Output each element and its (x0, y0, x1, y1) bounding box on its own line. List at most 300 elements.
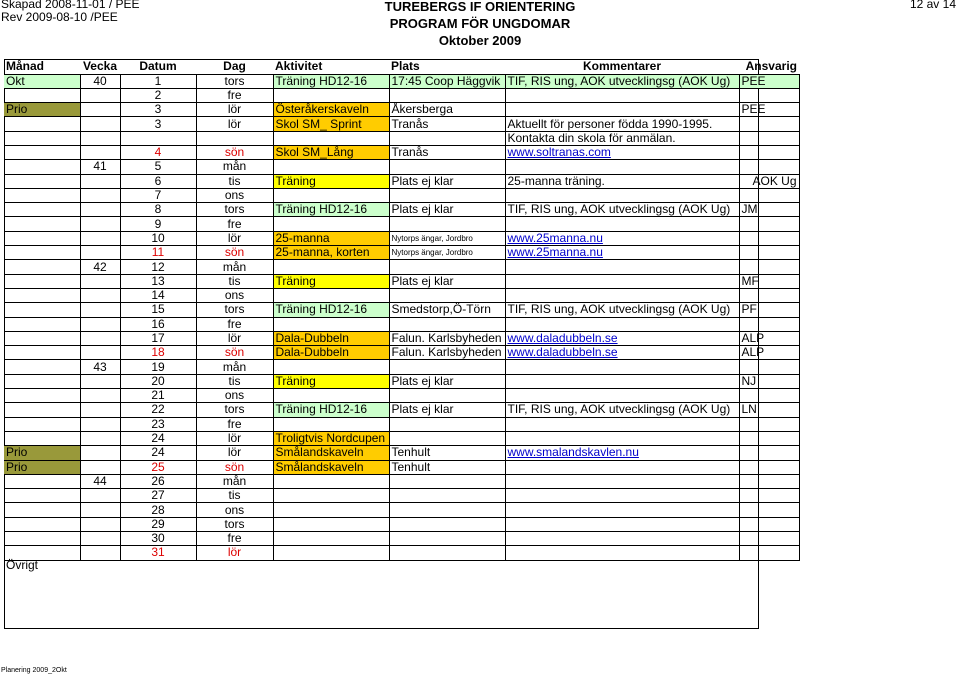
cell-datum: 7 (120, 188, 196, 202)
col-header-manad: Månad (6, 59, 45, 73)
cell-ansvarig: ALP (739, 331, 799, 345)
cell-aktivitet (273, 474, 389, 488)
table-row (4, 274, 799, 288)
table-row (4, 374, 799, 388)
cell-aktivitet: Österåkerskaveln (273, 103, 389, 117)
cell-ansvarig (739, 188, 799, 202)
cell-kommentar (505, 474, 739, 488)
cell-dag: tis (196, 489, 273, 503)
col-header-ansvarig: Ansvarig (745, 59, 797, 73)
website-link[interactable]: www.soltranas.com (507, 145, 611, 160)
table-row (4, 88, 799, 102)
cell-ansvarig: JM (739, 203, 799, 217)
cell-ansvarig (739, 446, 799, 460)
cell-aktivitet: Dala-Dubbeln (273, 331, 389, 345)
cell-vecka (80, 317, 120, 331)
created-line: Skapad 2008-11-01 / PEE (1, 0, 140, 11)
cell-ansvarig (739, 317, 799, 331)
col-header-plats: Plats (391, 59, 420, 73)
table-row (4, 503, 799, 517)
cell-aktivitet (273, 517, 389, 531)
cell-aktivitet: Smålandskaveln (273, 446, 389, 460)
cell-dag: mån (196, 474, 273, 488)
cell-dag: mån (196, 260, 273, 274)
cell-dag: ons (196, 188, 273, 202)
cell-dag: lör (196, 431, 273, 445)
cell-kommentar (505, 460, 739, 474)
cell-manad (4, 331, 80, 345)
schedule-body (4, 74, 799, 560)
cell-manad (4, 360, 80, 374)
cell-ansvarig: AOK Ug (739, 174, 799, 188)
cell-aktivitet: Troligtvis Nordcupen (273, 431, 389, 445)
cell-aktivitet: Träning HD12-16 (273, 403, 389, 417)
cell-manad (4, 131, 80, 145)
cell-plats (389, 389, 505, 403)
cell-plats (389, 217, 505, 231)
cell-vecka (80, 274, 120, 288)
cell-dag: lör (196, 546, 273, 560)
cell-manad (4, 346, 80, 360)
cell-vecka (80, 346, 120, 360)
cell-dag: lör (196, 331, 273, 345)
cell-manad (4, 317, 80, 331)
website-link[interactable]: www.daladubbeln.se (507, 330, 618, 345)
table-row (4, 446, 799, 460)
cell-vecka (80, 103, 120, 117)
cell-ansvarig: LN (739, 403, 799, 417)
cell-kommentar (505, 389, 739, 403)
cell-aktivitet: 25-manna, korten (273, 246, 389, 260)
cell-ansvarig (739, 360, 799, 374)
table-row (4, 117, 799, 131)
cell-manad (4, 274, 80, 288)
cell-vecka (80, 145, 120, 159)
table-row (4, 288, 799, 302)
cell-ansvarig (739, 231, 799, 245)
cell-plats: Falun. Karlsbyheden (389, 331, 505, 345)
cell-vecka (80, 374, 120, 388)
cell-dag: ons (196, 389, 273, 403)
cell-plats (389, 532, 505, 546)
cell-kommentar (505, 103, 739, 117)
cell-dag: sön (196, 346, 273, 360)
ovrigt-label: Övrigt (6, 558, 39, 572)
cell-manad (4, 503, 80, 517)
cell-ansvarig: PF (739, 303, 799, 317)
cell-datum: 8 (120, 203, 196, 217)
table-row (4, 546, 799, 560)
cell-plats (389, 160, 505, 174)
cell-plats: Plats ej klar (389, 274, 505, 288)
cell-datum: 9 (120, 217, 196, 231)
cell-datum: 30 (120, 532, 196, 546)
cell-manad (4, 288, 80, 302)
cell-ansvarig: MF (739, 274, 799, 288)
cell-datum: 3 (120, 117, 196, 131)
cell-ansvarig (739, 489, 799, 503)
table-row (4, 489, 799, 503)
cell-kommentar (505, 160, 739, 174)
cell-datum: 3 (120, 103, 196, 117)
cell-kommentar: 25-manna träning. (505, 174, 739, 188)
cell-vecka (80, 446, 120, 460)
cell-vecka (80, 117, 120, 131)
cell-manad (4, 203, 80, 217)
cell-datum: 28 (120, 503, 196, 517)
table-row (4, 389, 799, 403)
cell-aktivitet: 25-manna (273, 231, 389, 245)
cell-ansvarig (739, 417, 799, 431)
footer-label: Planering 2009_2Okt (1, 667, 67, 674)
cell-manad (4, 389, 80, 403)
cell-manad (4, 174, 80, 188)
table-row (4, 431, 799, 445)
cell-dag: lör (196, 231, 273, 245)
cell-ansvarig (739, 517, 799, 531)
cell-plats (389, 417, 505, 431)
cell-vecka (80, 231, 120, 245)
cell-ansvarig: PEE (739, 74, 799, 88)
cell-vecka (80, 431, 120, 445)
cell-datum: 25 (120, 460, 196, 474)
cell-vecka (80, 131, 120, 145)
column-header-row (4, 59, 799, 74)
table-row (4, 460, 799, 474)
cell-kommentar (505, 331, 739, 345)
cell-datum: 18 (120, 346, 196, 360)
cell-manad: Prio (4, 103, 80, 117)
cell-dag: sön (196, 460, 273, 474)
cell-aktivitet: Träning (273, 274, 389, 288)
cell-manad: Okt (4, 74, 80, 88)
cell-dag: fre (196, 532, 273, 546)
cell-plats (389, 88, 505, 102)
cell-aktivitet (273, 489, 389, 503)
cell-datum: 22 (120, 403, 196, 417)
cell-aktivitet (273, 88, 389, 102)
cell-vecka: 40 (80, 74, 120, 88)
cell-aktivitet: Dala-Dubbeln (273, 346, 389, 360)
cell-ansvarig (739, 160, 799, 174)
cell-vecka (80, 503, 120, 517)
cell-dag: mån (196, 160, 273, 174)
cell-datum: 12 (120, 260, 196, 274)
cell-kommentar (505, 88, 739, 102)
cell-plats (389, 131, 505, 145)
cell-ansvarig (739, 260, 799, 274)
cell-plats: Nytorps ängar, Jordbro (389, 246, 505, 260)
cell-datum: 21 (120, 389, 196, 403)
cell-plats (389, 503, 505, 517)
table-row (4, 303, 799, 317)
cell-manad (4, 217, 80, 231)
cell-dag: lör (196, 446, 273, 460)
table-row (4, 474, 799, 488)
cell-aktivitet (273, 288, 389, 302)
cell-plats (389, 360, 505, 374)
cell-dag: tors (196, 203, 273, 217)
cell-dag: tors (196, 303, 273, 317)
cell-manad (4, 231, 80, 245)
cell-ansvarig (739, 246, 799, 260)
cell-kommentar (505, 217, 739, 231)
cell-manad (4, 403, 80, 417)
table-row (4, 103, 799, 117)
cell-manad (4, 417, 80, 431)
cell-vecka (80, 389, 120, 403)
table-row (4, 160, 799, 174)
cell-dag: fre (196, 417, 273, 431)
cell-vecka (80, 331, 120, 345)
cell-plats (389, 317, 505, 331)
table-row (4, 145, 799, 159)
cell-dag: tis (196, 274, 273, 288)
cell-datum: 10 (120, 231, 196, 245)
cell-aktivitet (273, 532, 389, 546)
table-row (4, 131, 799, 145)
cell-plats: Plats ej klar (389, 374, 505, 388)
website-link[interactable]: www.daladubbeln.se (507, 345, 618, 360)
cell-vecka (80, 246, 120, 260)
cell-dag: fre (196, 317, 273, 331)
cell-ansvarig (739, 88, 799, 102)
cell-aktivitet (273, 188, 389, 202)
cell-plats: Plats ej klar (389, 403, 505, 417)
schedule-table (4, 59, 800, 561)
col-header-dag: Dag (223, 59, 246, 73)
cell-aktivitet (273, 317, 389, 331)
cell-datum: 6 (120, 174, 196, 188)
cell-datum: 29 (120, 517, 196, 531)
cell-kommentar: TIF, RIS ung, AOK utvecklingsg (AOK Ug) (505, 303, 739, 317)
cell-plats: Nytorps ängar, Jordbro (389, 231, 505, 245)
table-row (4, 246, 799, 260)
cell-dag: tis (196, 174, 273, 188)
cell-datum: 24 (120, 446, 196, 460)
cell-kommentar (505, 360, 739, 374)
table-row (4, 317, 799, 331)
cell-plats: Smedstorp,Ö-Törn (389, 303, 505, 317)
cell-aktivitet (273, 131, 389, 145)
cell-datum: 23 (120, 417, 196, 431)
cell-vecka (80, 288, 120, 302)
website-link[interactable]: www.25manna.nu (507, 245, 603, 260)
cell-kommentar (505, 274, 739, 288)
cell-kommentar (505, 246, 739, 260)
cell-vecka (80, 546, 120, 560)
cell-kommentar (505, 145, 739, 159)
cell-datum: 27 (120, 489, 196, 503)
cell-manad (4, 188, 80, 202)
cell-kommentar (505, 374, 739, 388)
cell-dag (196, 131, 273, 145)
cell-kommentar (505, 431, 739, 445)
cell-aktivitet (273, 217, 389, 231)
table-row (4, 217, 799, 231)
table-row (4, 517, 799, 531)
table-row (4, 417, 799, 431)
cell-dag: tors (196, 403, 273, 417)
table-row (4, 346, 799, 360)
cell-vecka (80, 417, 120, 431)
cell-datum: 19 (120, 360, 196, 374)
cell-kommentar (505, 288, 739, 302)
cell-plats: Åkersberga (389, 103, 505, 117)
table-row (4, 260, 799, 274)
cell-ansvarig (739, 503, 799, 517)
cell-ansvarig: ALP (739, 346, 799, 360)
table-row (4, 403, 799, 417)
col-header-datum: Datum (139, 59, 177, 73)
cell-aktivitet: Träning HD12-16 (273, 74, 389, 88)
cell-ansvarig (739, 532, 799, 546)
cell-dag: ons (196, 288, 273, 302)
cell-manad (4, 260, 80, 274)
cell-kommentar (505, 532, 739, 546)
cell-datum: 5 (120, 160, 196, 174)
cell-aktivitet (273, 546, 389, 560)
cell-aktivitet: Skol SM_ Sprint (273, 117, 389, 131)
cell-manad (4, 374, 80, 388)
col-header-kommentarer: Kommentarer (582, 59, 662, 73)
cell-vecka: 42 (80, 260, 120, 274)
cell-ansvarig (739, 546, 799, 560)
cell-dag: ons (196, 503, 273, 517)
cell-kommentar (505, 503, 739, 517)
cell-plats: Falun. Karlsbyheden (389, 346, 505, 360)
cell-kommentar (505, 188, 739, 202)
cell-plats: Tranås (389, 117, 505, 131)
cell-datum: 1 (120, 74, 196, 88)
cell-ansvarig: NJ (739, 374, 799, 388)
cell-aktivitet: Träning (273, 174, 389, 188)
program-title: PROGRAM FÖR UNGDOMAR (389, 16, 571, 31)
cell-plats: Tranås (389, 145, 505, 159)
club-name: TUREBERGS IF ORIENTERING (384, 0, 576, 14)
col-header-aktivitet: Aktivitet (275, 59, 323, 73)
cell-manad (4, 246, 80, 260)
cell-vecka: 41 (80, 160, 120, 174)
cell-ansvarig (739, 145, 799, 159)
cell-datum: 26 (120, 474, 196, 488)
table-row (4, 188, 799, 202)
cell-manad: Prio (4, 460, 80, 474)
cell-plats: Plats ej klar (389, 203, 505, 217)
cell-manad (4, 517, 80, 531)
cell-manad (4, 88, 80, 102)
cell-datum: 24 (120, 431, 196, 445)
cell-aktivitet (273, 260, 389, 274)
page-number: 12 av 14 (909, 0, 956, 11)
table-row (4, 360, 799, 374)
cell-aktivitet: Träning HD12-16 (273, 303, 389, 317)
cell-manad: Prio (4, 446, 80, 460)
cell-aktivitet (273, 417, 389, 431)
cell-ansvarig (739, 117, 799, 131)
table-row (4, 532, 799, 546)
cell-plats (389, 188, 505, 202)
cell-kommentar (505, 489, 739, 503)
cell-ansvarig (739, 431, 799, 445)
cell-dag: tis (196, 374, 273, 388)
cell-dag: mån (196, 360, 273, 374)
cell-vecka (80, 203, 120, 217)
revised-line: Rev 2009-08-10 /PEE (1, 10, 118, 24)
cell-datum: 13 (120, 274, 196, 288)
cell-vecka (80, 460, 120, 474)
cell-manad (4, 160, 80, 174)
cell-aktivitet: Smålandskaveln (273, 460, 389, 474)
cell-aktivitet (273, 360, 389, 374)
cell-kommentar (505, 317, 739, 331)
cell-plats: 17:45 Coop Häggvik (389, 74, 505, 88)
cell-datum: 4 (120, 145, 196, 159)
cell-vecka (80, 303, 120, 317)
month-title: Oktober 2009 (438, 33, 522, 48)
cell-datum: 17 (120, 331, 196, 345)
table-row (4, 231, 799, 245)
cell-datum: 15 (120, 303, 196, 317)
cell-plats (389, 288, 505, 302)
website-link[interactable]: www.smalandskavlen.nu (507, 445, 639, 460)
cell-ansvarig (739, 217, 799, 231)
cell-ansvarig (739, 389, 799, 403)
cell-manad (4, 532, 80, 546)
cell-dag: tors (196, 517, 273, 531)
col-header-vecka: Vecka (82, 59, 118, 73)
cell-dag: sön (196, 145, 273, 159)
website-link[interactable]: www.25manna.nu (507, 230, 603, 245)
cell-plats (389, 546, 505, 560)
cell-ansvarig: PEE (739, 103, 799, 117)
cell-plats (389, 517, 505, 531)
cell-kommentar: Aktuellt för personer födda 1990-1995. (505, 117, 739, 131)
header-left (1, 0, 140, 24)
cell-dag: sön (196, 246, 273, 260)
cell-ansvarig (739, 131, 799, 145)
cell-plats: Tenhult (389, 460, 505, 474)
cell-vecka (80, 532, 120, 546)
cell-plats (389, 260, 505, 274)
header-center (340, 0, 620, 49)
cell-vecka (80, 174, 120, 188)
cell-vecka: 43 (80, 360, 120, 374)
cell-datum: 16 (120, 317, 196, 331)
cell-aktivitet: Träning HD12-16 (273, 203, 389, 217)
cell-plats (389, 489, 505, 503)
cell-vecka (80, 403, 120, 417)
cell-vecka (80, 188, 120, 202)
cell-vecka (80, 217, 120, 231)
cell-datum: 2 (120, 88, 196, 102)
table-row (4, 174, 799, 188)
cell-dag: fre (196, 217, 273, 231)
cell-ansvarig (739, 474, 799, 488)
cell-dag: lör (196, 103, 273, 117)
cell-aktivitet: Skol SM_Lång (273, 145, 389, 159)
cell-manad (4, 431, 80, 445)
cell-kommentar (505, 231, 739, 245)
cell-aktivitet (273, 389, 389, 403)
cell-vecka (80, 517, 120, 531)
cell-kommentar: TIF, RIS ung, AOK utvecklingsg (AOK Ug) (505, 203, 739, 217)
cell-kommentar (505, 346, 739, 360)
cell-vecka (80, 489, 120, 503)
cell-dag: lör (196, 117, 273, 131)
cell-aktivitet (273, 503, 389, 517)
cell-datum: 11 (120, 246, 196, 260)
